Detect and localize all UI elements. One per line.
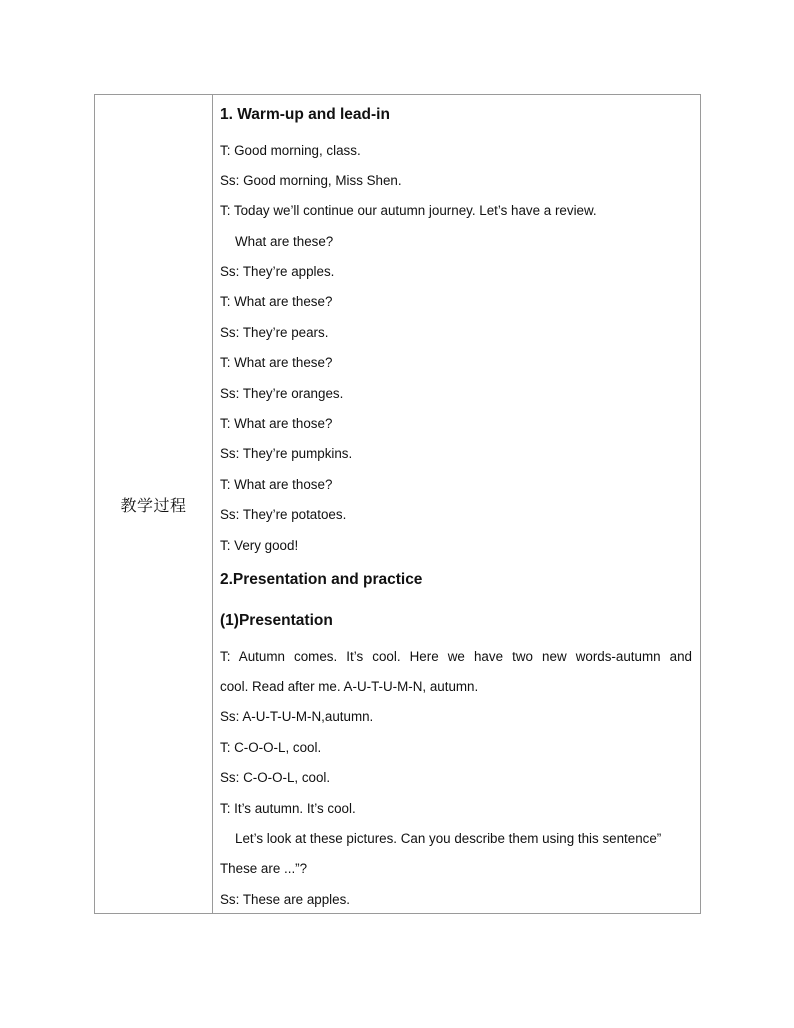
dialogue-line: T: What are these? bbox=[220, 294, 333, 309]
section-heading-presentation-practice: 2.Presentation and practice bbox=[220, 571, 423, 588]
dialogue-line: These are ...”? bbox=[220, 861, 308, 876]
dialogue-line: Ss: C-O-O-L, cool. bbox=[220, 770, 331, 785]
dialogue-line: Ss: These are apples. bbox=[220, 892, 351, 907]
dialogue-line: Ss: They’re apples. bbox=[220, 264, 335, 279]
lesson-table bbox=[94, 94, 701, 914]
dialogue-line: T: What are those? bbox=[220, 416, 333, 431]
dialogue-line: Ss: They’re oranges. bbox=[220, 386, 344, 401]
dialogue-line: Ss: Good morning, Miss Shen. bbox=[220, 173, 402, 188]
dialogue-line: T: What are those? bbox=[220, 477, 333, 492]
dialogue-line: cool. Read after me. A-U-T-U-M-N, autumn. bbox=[220, 679, 479, 694]
row-label: 教学过程 bbox=[120, 495, 187, 515]
dialogue-line: T: Autumn comes. It’s cool. Here we have two new words-autumn and bbox=[220, 649, 692, 664]
dialogue-line: T: It’s autumn. It’s cool. bbox=[220, 801, 356, 816]
dialogue-line: T: Today we’ll continue our autumn journey. Let’s have a review. bbox=[220, 203, 597, 218]
dialogue-line: What are these? bbox=[235, 234, 334, 249]
dialogue-line: Ss: A-U-T-U-M-N,autumn. bbox=[220, 709, 374, 724]
section-heading-warmup: 1. Warm-up and lead-in bbox=[220, 106, 390, 123]
dialogue-line: T: C-O-O-L, cool. bbox=[220, 740, 322, 755]
dialogue-line: T: What are these? bbox=[220, 355, 333, 370]
content-cell bbox=[213, 95, 700, 913]
dialogue-line: T: Good morning, class. bbox=[220, 143, 361, 158]
dialogue-line: Ss: They’re pears. bbox=[220, 325, 329, 340]
dialogue-line: Let’s look at these pictures. Can you describe them using this sentence” bbox=[235, 831, 662, 846]
row-label-cell bbox=[95, 95, 213, 913]
dialogue-line: T: Very good! bbox=[220, 538, 299, 553]
dialogue-line: Ss: They’re pumpkins. bbox=[220, 446, 353, 461]
section-heading-presentation: (1)Presentation bbox=[220, 612, 333, 629]
dialogue-line: Ss: They’re potatoes. bbox=[220, 507, 347, 522]
